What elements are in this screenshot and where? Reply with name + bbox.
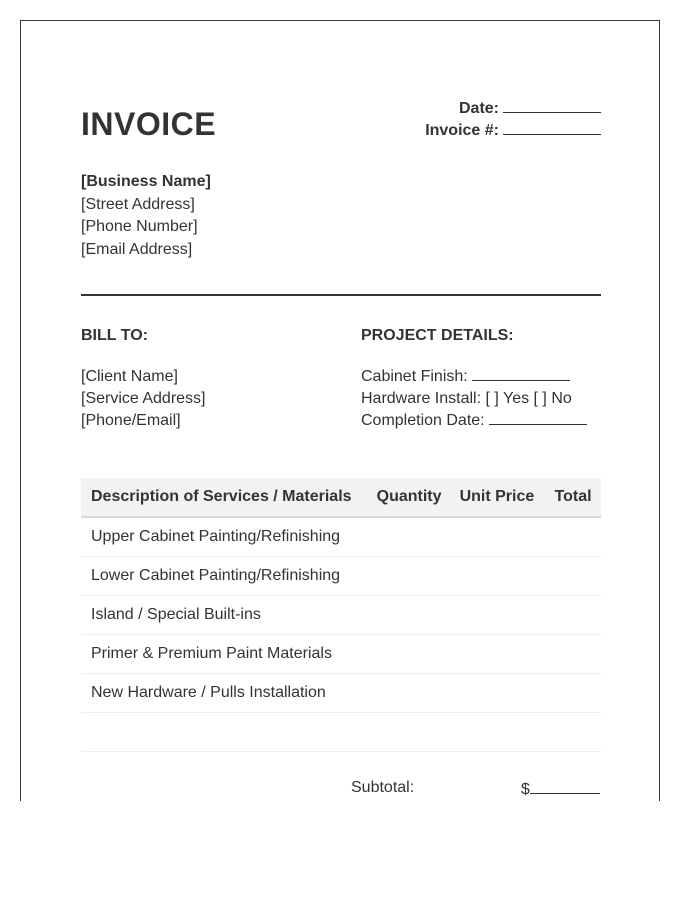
cell-unit-price[interactable] [452, 557, 545, 596]
cell-unit-price[interactable] [452, 635, 545, 674]
cell-total[interactable] [545, 517, 601, 557]
header-divider [81, 294, 601, 296]
business-street: [Street Address] [81, 195, 195, 213]
page-title: INVOICE [81, 106, 217, 142]
business-name: [Business Name] [81, 173, 211, 190]
cell-unit-price[interactable] [452, 713, 545, 752]
subtotal-currency: $ [521, 781, 530, 798]
column-header-description: Description of Services / Materials [81, 478, 369, 517]
business-email: [Email Address] [81, 240, 193, 258]
date-field[interactable] [503, 98, 601, 113]
cell-quantity[interactable] [369, 517, 452, 557]
cell-total[interactable] [545, 635, 601, 674]
table-header-row [81, 478, 601, 517]
cell-quantity[interactable] [369, 635, 452, 674]
column-header-quantity: Quantity [369, 478, 452, 517]
completion-date-field[interactable] [489, 410, 587, 425]
cell-total[interactable] [545, 596, 601, 635]
cabinet-finish-row [361, 366, 587, 388]
table-row [81, 557, 601, 596]
invoice-number-row [425, 120, 601, 142]
business-info [81, 171, 211, 261]
client-name: [Client Name] [81, 368, 178, 385]
table-row [81, 713, 601, 752]
cabinet-finish-label: Cabinet Finish: [361, 368, 468, 385]
subtotal-value [521, 779, 600, 799]
table-body [81, 517, 601, 752]
invoice-page [20, 20, 660, 801]
bill-to-block [81, 366, 206, 432]
cell-quantity[interactable] [369, 596, 452, 635]
cell-description: New Hardware / Pulls Installation [81, 674, 369, 713]
cell-unit-price[interactable] [452, 596, 545, 635]
subtotal-field[interactable] [530, 779, 600, 794]
cell-total[interactable] [545, 713, 601, 752]
invoice-meta [425, 98, 601, 142]
completion-date-row [361, 410, 587, 432]
cell-total[interactable] [545, 674, 601, 713]
client-contact: [Phone/Email] [81, 412, 181, 429]
invoice-number-field[interactable] [503, 120, 601, 135]
invoice-number-label: Invoice #: [425, 122, 499, 139]
column-header-unit-price: Unit Price [452, 478, 545, 517]
cell-description: Upper Cabinet Painting/Refinishing [81, 517, 369, 557]
cell-quantity[interactable] [369, 713, 452, 752]
column-header-total: Total [545, 478, 601, 517]
line-items-table [81, 478, 601, 752]
business-phone: [Phone Number] [81, 218, 198, 235]
cell-unit-price[interactable] [452, 517, 545, 557]
bill-to-heading: BILL TO: [81, 327, 148, 344]
cell-description [81, 713, 369, 752]
cell-description: Primer & Premium Paint Materials [81, 635, 369, 674]
table-row [81, 596, 601, 635]
date-row [425, 98, 601, 120]
hardware-install-row[interactable]: Hardware Install: [ ] Yes [ ] No [361, 390, 572, 407]
cell-unit-price[interactable] [452, 674, 545, 713]
cell-description: Island / Special Built-ins [81, 596, 369, 635]
table-row [81, 674, 601, 713]
table-row [81, 635, 601, 674]
subtotal-label: Subtotal: [351, 779, 415, 796]
cell-total[interactable] [545, 557, 601, 596]
cell-quantity[interactable] [369, 674, 452, 713]
project-details-heading: PROJECT DETAILS: [361, 327, 514, 344]
date-label: Date: [458, 100, 499, 117]
project-details-block [361, 366, 587, 432]
cell-quantity[interactable] [369, 557, 452, 596]
cell-description: Lower Cabinet Painting/Refinishing [81, 557, 369, 596]
service-address: [Service Address] [81, 390, 206, 407]
table-row [81, 517, 601, 557]
cabinet-finish-field[interactable] [472, 366, 570, 381]
completion-date-label: Completion Date: [361, 412, 485, 429]
